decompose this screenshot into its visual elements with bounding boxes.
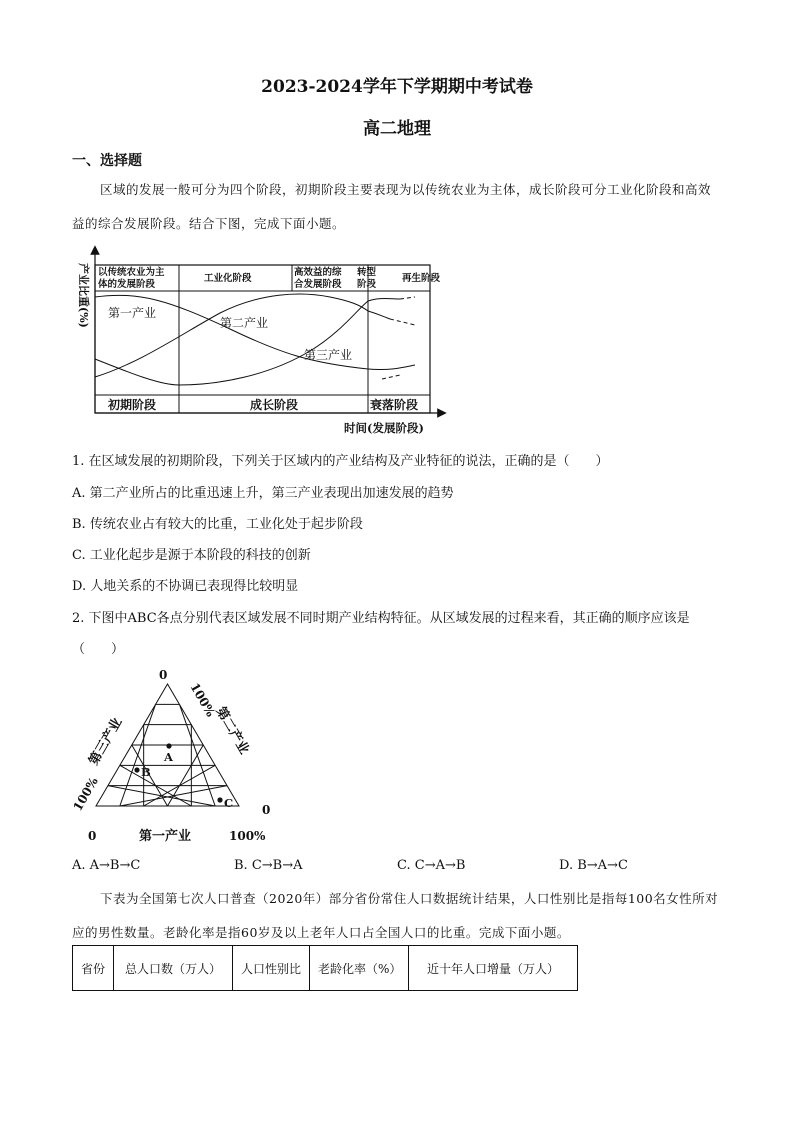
curve-label-tertiary: 第三产业 [304,348,353,362]
table-header-row [73,946,578,991]
exam-subject: 高二地理 [363,119,431,139]
point-c-label: C [224,796,234,810]
curve-label-primary: 第一产业 [108,306,157,320]
point-b [134,767,139,772]
question-2-option-a[interactable]: A. A→B→C [72,858,141,873]
point-c [217,797,222,802]
section-heading: 一、选择题 [72,153,142,169]
question-1-option-c[interactable]: C. 工业化起步是源于本阶段的科技的创新 [72,548,311,563]
stage-label-5: 再生阶段 [402,273,441,284]
point-a [166,743,171,748]
axis-tertiary: 第三产业 [86,715,126,768]
tick-bottom-right: 100% [229,829,266,843]
table-header-population-increase: 近十年人口增量（万人） [409,946,578,991]
table-header-sex-ratio: 人口性别比 [233,946,310,991]
tick-left: 100% [70,774,101,814]
point-b-label: B [141,765,151,779]
tick-top-right: 100% [187,680,218,720]
table-header-province: 省份 [73,946,114,991]
question-2-option-d[interactable]: D. B→A→C [559,858,628,873]
stage-label-2: 工业化阶段 [204,273,252,284]
question-1-option-a[interactable]: A. 第二产业所占的比重迅速上升，第三产业表现出加速发展的趋势 [72,486,454,501]
tick-top: 0 [159,668,168,682]
stage-label-1b: 体的发展阶段 [98,279,156,290]
question-2-option-b[interactable]: B. C→B→A [234,858,303,873]
question-2-option-c[interactable]: C. C→A→B [397,858,466,873]
y-axis-label: 产业比重(%) [77,263,90,328]
period-label-decline: 衰落阶段 [370,398,419,412]
curve-label-secondary: 第二产业 [220,316,269,330]
point-a-label: A [164,750,173,764]
period-label-initial: 初期阶段 [108,398,157,412]
tick-bottom-left: 0 [88,829,97,843]
intro-paragraph-2: 下表为全国第七次人口普查（2020年）部分省份常住人口数据统计结果，人口性别比是指每100名女性所对应的男性数量。老龄化率是指60岁及以上老年人口占全国人口的比重。完成下面小题。 [72,891,719,940]
ternary-diagram [66,664,276,848]
axis-primary: 第一产业 [139,829,192,844]
period-label-growth: 成长阶段 [250,398,299,412]
population-table [72,945,578,991]
question-2-stem: 2. 下图中ABC各点分别代表区域发展不同时期产业结构特征。从区域发展的过程来看，其正确的顺序应该是（ ） [72,611,690,657]
stage-label-1: 以传统农业为主 [98,267,165,278]
industry-stage-diagram [70,245,450,440]
exam-title: 2023-2024学年下学期期中考试卷 [261,77,533,97]
table-header-aging-rate: 老龄化率（%） [310,946,409,991]
intro-paragraph-1: 区域的发展一般可分为四个阶段，初期阶段主要表现为以传统农业为主体，成长阶段可分工业化阶段和高效益的综合发展阶段。结合下图，完成下面小题。 [72,182,712,231]
stage-label-3: 高效益的综合发展阶段 [294,267,342,290]
question-1-option-b[interactable]: B. 传统农业占有较大的比重，工业化处于起步阶段 [72,517,363,532]
question-1-option-d[interactable]: D. 人地关系的不协调已表现得比较明显 [72,579,299,594]
x-axis-label: 时间(发展阶段) [344,421,424,435]
question-1-stem: 1. 在区域发展的初期阶段，下列关于区域内的产业结构及产业特征的说法，正确的是（ ） [72,454,609,469]
tick-right: 0 [262,803,271,817]
axis-secondary: 第二产业 [212,704,252,758]
stage-label-4: 转型阶段 [357,267,377,290]
table-header-total-population: 总人口数（万人） [114,946,233,991]
